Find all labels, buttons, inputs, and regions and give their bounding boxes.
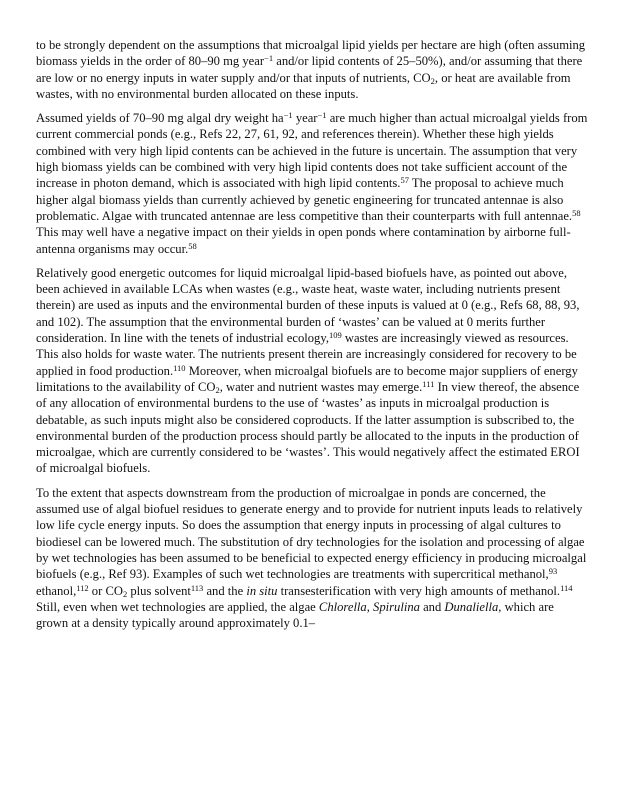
italic-text: in situ [246, 583, 278, 598]
superscript: −1 [283, 110, 293, 121]
paragraph [36, 485, 588, 632]
superscript: −1 [264, 53, 274, 64]
text-run: , which are grown at a density typically around approximately 0.1– [36, 599, 554, 631]
superscript: −1 [317, 110, 327, 121]
superscript: 113 [190, 582, 204, 593]
italic-text: Chlorella [318, 599, 367, 614]
text-run: Moreover, when microalgal biofuels are to become major suppliers of energy limitations to the availability of CO [36, 363, 578, 394]
text-run: wastes are increasingly viewed as resources. This also holds for waste water. The nutrients present therein are increasingly considered for recovery to be applied in food production. [36, 331, 577, 378]
subscript: 2 [215, 384, 220, 395]
italic-text: Spirulina [373, 599, 420, 614]
superscript: 114 [560, 582, 573, 593]
paragraph [36, 110, 588, 257]
text-run: In view thereof, the absence of any allocation of environmental burdens to the use of ‘wastes’ as inputs in microalgal production is debatable, as such inputs might also be considered coproducts. If the latter assumption is subscribed to, the environmental burden of the production process should partly be allocated to the inputs in the production of microalgae, which are currently considered to be ‘wastes’. This would negatively affect the estimated EROI of microalgal biofuels. [36, 379, 580, 476]
text-run: and [419, 599, 445, 614]
subscript: 2 [430, 75, 435, 86]
text-run: year [292, 111, 318, 126]
text-run: are much higher than actual microalgal yields from current commercial ponds (e.g., Refs 22, 27, 61, 92, and references therein). Whether these high yields combined with very high lipid contents can be achieved in the future is uncertain. The assumption that very high biomass yields can be combined with very high lipid contents does not take sufficient account of the increase in photon demand, which is associated with high lipid contents. [36, 111, 588, 191]
text-run: transesterification with very high amounts of methanol. [277, 583, 561, 598]
text-run: and the [203, 583, 247, 598]
superscript: 58 [188, 240, 197, 251]
italic-text: Dunaliella [444, 599, 499, 614]
text-run: , [366, 599, 374, 614]
superscript: 58 [572, 207, 581, 218]
superscript: 109 [328, 330, 342, 341]
text-run: This may well have a negative impact on their yields in open ponds where contamination by airborne full-antenna organisms may occur. [36, 225, 571, 256]
text-run: , or heat are available from wastes, with no environmental burden allocated on these inputs. [36, 70, 571, 101]
superscript: 93 [548, 566, 558, 577]
text-run: Still, even when wet technologies are applied, the algae [36, 599, 319, 614]
text-run: plus solvent [127, 583, 191, 598]
text-run: or CO [88, 583, 123, 598]
document-page [36, 37, 588, 639]
superscript: 112 [76, 582, 89, 593]
superscript: 57 [400, 175, 409, 186]
text-run: and/or lipid contents of 25–50%), and/or assuming that there are low or no energy inputs in water supply and/or that inputs of nutrients, CO [36, 54, 583, 85]
paragraph [36, 265, 588, 477]
text-run: ethanol, [36, 583, 77, 598]
text-run: Relatively good energetic outcomes for liquid microalgal lipid-based biofuels have, as pointed out above, been achieved in available LCAs when wastes (e.g., waste heat, waste water, including nutrients present therein) are used as inputs and the environmental burden of these inputs is valued at 0 (e.g., Refs 68, 88, 93, and 102). The assumption that the environmental burden of ‘wastes’ can be valued at 0 merits further consideration. In line with the tenets of industrial ecology, [36, 265, 580, 346]
subscript: 2 [122, 588, 128, 599]
superscript: 110 [173, 362, 186, 373]
text-run: , water and nutrient wastes may emerge. [219, 379, 423, 394]
superscript: 111 [422, 378, 435, 389]
text-run: To the extent that aspects downstream from the production of microalgae in ponds are concerned, the assumed use of algal biofuel residues to generate energy and to provide for nutrient inputs leads to relatively low life cycle energy inputs. So does the assumption that energy inputs in processing of algal cultures to biodiesel can be lowered much. The substitution of dry technologies for the isolation and processing of algae by wet technologies has been assumed to be beneficial to expected energy efficiency in producing microalgal biofuels (e.g., Ref 93). Examples of such wet technologies are treatments with supercritical methanol, [36, 485, 587, 582]
text-run: Assumed yields of 70–90 mg algal dry weight ha [36, 111, 284, 126]
text-run: to be strongly dependent on the assumptions that microalgal lipid yields per hectare are high (often assuming biomass yields in the order of 80–90 mg year [36, 38, 586, 69]
text-run: The proposal to achieve much higher algal biomass yields than currently achieved by genetic engineering for truncated antennae is also problematic. Algae with truncated antennae are less competitive than their counterparts with full antennae. [36, 176, 573, 223]
paragraph [36, 37, 588, 102]
